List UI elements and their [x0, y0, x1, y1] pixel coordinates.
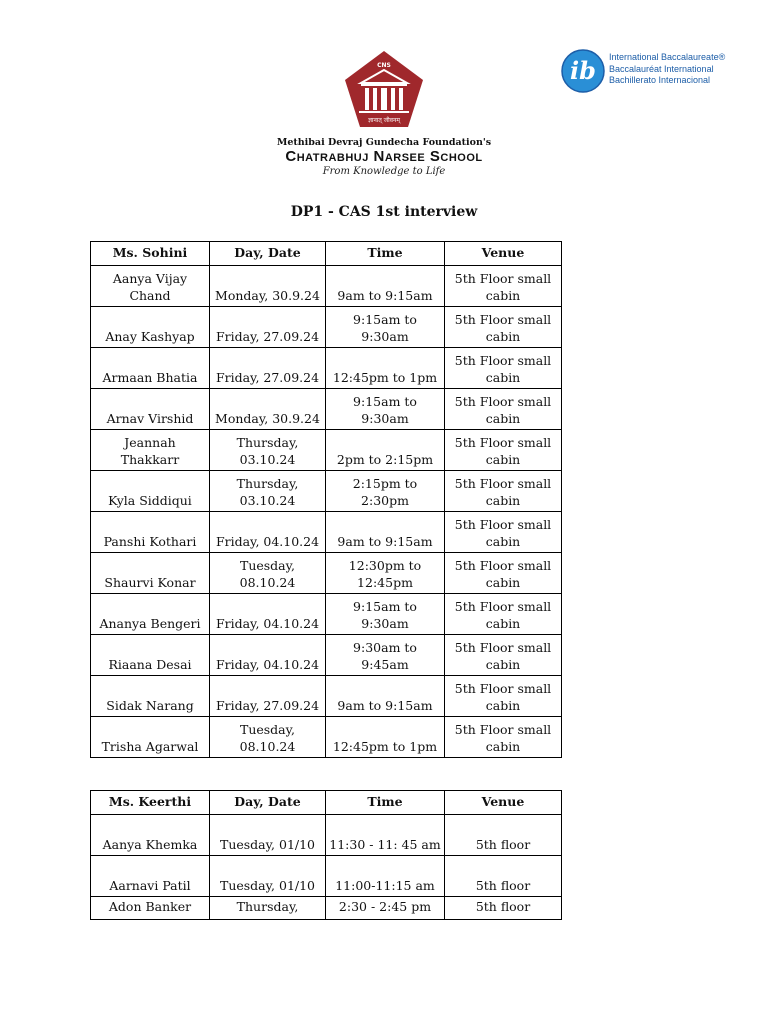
student-name-cell: Armaan Bhatia — [91, 348, 210, 389]
date-cell: Friday, 27.09.24 — [210, 348, 326, 389]
table-row — [91, 553, 562, 594]
table-row — [91, 430, 562, 471]
cns-logo-initials: CNS — [377, 62, 391, 69]
time-cell: 2:30 - 2:45 pm — [326, 897, 445, 920]
table-row — [91, 512, 562, 553]
venue-cell: 5th Floor small cabin — [445, 512, 562, 553]
venue-cell: 5th Floor small cabin — [445, 266, 562, 307]
table-row — [91, 471, 562, 512]
student-name-cell: Aanya Vijay Chand — [91, 266, 210, 307]
foundation-name: Methibai Devraj Gundecha Foundation's — [276, 137, 492, 148]
student-name-cell: Trisha Agarwal — [91, 717, 210, 758]
interview-table-sohini — [90, 241, 562, 758]
date-cell: Tuesday, 01/10 — [210, 856, 326, 897]
table-header-row — [91, 242, 562, 266]
student-name-cell: Aanya Khemka — [91, 815, 210, 856]
table-row — [91, 348, 562, 389]
date-cell: Friday, 04.10.24 — [210, 512, 326, 553]
ib-logo — [561, 49, 605, 93]
venue-cell: 5th floor — [445, 897, 562, 920]
venue-cell: 5th Floor small cabin — [445, 389, 562, 430]
time-cell: 12:45pm to 1pm — [326, 717, 445, 758]
table-row — [91, 717, 562, 758]
ib-logo-mark: ib — [570, 56, 596, 85]
venue-cell: 5th Floor small cabin — [445, 307, 562, 348]
table-row — [91, 266, 562, 307]
interview-table-keerthi — [90, 790, 562, 920]
date-cell: Tuesday, 08.10.24 — [210, 553, 326, 594]
time-cell: 12:45pm to 1pm — [326, 348, 445, 389]
header-cell-time: Time — [326, 242, 445, 266]
student-name-cell: Anay Kashyap — [91, 307, 210, 348]
header-cell-date: Day, Date — [210, 242, 326, 266]
table-row — [91, 594, 562, 635]
date-cell: Thursday, 03.10.24 — [210, 471, 326, 512]
time-cell: 12:30pm to 12:45pm — [326, 553, 445, 594]
school-name: Chatrabhuj Narsee School — [285, 148, 483, 165]
table-row — [91, 389, 562, 430]
cns-logo — [344, 50, 424, 128]
venue-cell: 5th floor — [445, 856, 562, 897]
header-cell-time: Time — [326, 791, 445, 815]
time-cell: 9:30am to 9:45am — [326, 635, 445, 676]
table-row — [91, 307, 562, 348]
date-cell: Friday, 27.09.24 — [210, 307, 326, 348]
table-row — [91, 815, 562, 856]
ib-name-line: Baccalauréat International — [609, 63, 714, 74]
header-cell-venue: Venue — [445, 791, 562, 815]
student-name-cell: Adon Banker — [91, 897, 210, 920]
student-name-cell: Panshi Kothari — [91, 512, 210, 553]
time-cell: 2:15pm to 2:30pm — [326, 471, 445, 512]
school-header — [250, 137, 518, 178]
student-name-cell: Ananya Bengeri — [91, 594, 210, 635]
venue-cell: 5th Floor small cabin — [445, 676, 562, 717]
time-cell: 9:15am to 9:30am — [326, 307, 445, 348]
school-tagline: From Knowledge to Life — [322, 166, 446, 177]
ib-name — [609, 52, 725, 87]
date-cell: Friday, 04.10.24 — [210, 635, 326, 676]
student-name-cell: Arnav Virshid — [91, 389, 210, 430]
venue-cell: 5th Floor small cabin — [445, 553, 562, 594]
date-cell: Tuesday, 08.10.24 — [210, 717, 326, 758]
time-cell: 9am to 9:15am — [326, 676, 445, 717]
table-header-row — [91, 791, 562, 815]
table-row — [91, 856, 562, 897]
header-cell-venue: Venue — [445, 242, 562, 266]
time-cell: 2pm to 2:15pm — [326, 430, 445, 471]
venue-cell: 5th Floor small cabin — [445, 430, 562, 471]
venue-cell: 5th Floor small cabin — [445, 717, 562, 758]
time-cell: 9:15am to 9:30am — [326, 594, 445, 635]
venue-cell: 5th floor — [445, 815, 562, 856]
date-cell: Thursday, — [210, 897, 326, 920]
page-title: DP1 - CAS 1st interview — [290, 204, 478, 220]
date-cell: Monday, 30.9.24 — [210, 389, 326, 430]
student-name-cell: Riaana Desai — [91, 635, 210, 676]
table-row — [91, 676, 562, 717]
time-cell: 9am to 9:15am — [326, 266, 445, 307]
venue-cell: 5th Floor small cabin — [445, 594, 562, 635]
venue-cell: 5th Floor small cabin — [445, 348, 562, 389]
date-cell: Friday, 27.09.24 — [210, 676, 326, 717]
venue-cell: 5th Floor small cabin — [445, 635, 562, 676]
header-cell-date: Day, Date — [210, 791, 326, 815]
time-cell: 9am to 9:15am — [326, 512, 445, 553]
ib-name-line: Bachillerato Internacional — [609, 75, 711, 85]
date-cell: Friday, 04.10.24 — [210, 594, 326, 635]
header-cell-teacher: Ms. Keerthi — [91, 791, 210, 815]
venue-cell: 5th Floor small cabin — [445, 471, 562, 512]
student-name-cell: Shaurvi Konar — [91, 553, 210, 594]
cns-logo-motto: ज्ञानात् जीवनम् — [368, 117, 400, 124]
time-cell: 11:00-11:15 am — [326, 856, 445, 897]
time-cell: 11:30 - 11: 45 am — [326, 815, 445, 856]
time-cell: 9:15am to 9:30am — [326, 389, 445, 430]
date-cell: Tuesday, 01/10 — [210, 815, 326, 856]
student-name-cell: Kyla Siddiqui — [91, 471, 210, 512]
ib-name-line: International Baccalaureate® — [609, 52, 726, 62]
table-row — [91, 635, 562, 676]
student-name-cell: Jeannah Thakkarr — [91, 430, 210, 471]
student-name-cell: Aarnavi Patil — [91, 856, 210, 897]
table-row — [91, 897, 562, 920]
date-cell: Monday, 30.9.24 — [210, 266, 326, 307]
header-cell-teacher: Ms. Sohini — [91, 242, 210, 266]
date-cell: Thursday, 03.10.24 — [210, 430, 326, 471]
student-name-cell: Sidak Narang — [91, 676, 210, 717]
